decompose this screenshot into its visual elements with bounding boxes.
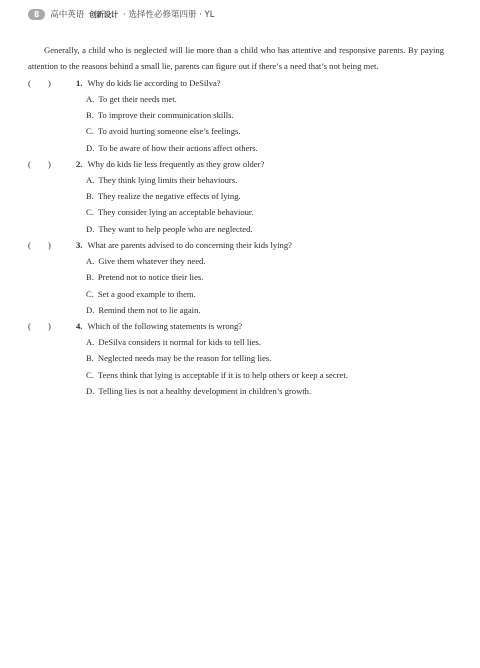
option-b[interactable] xyxy=(28,188,444,204)
option-letter: B. xyxy=(86,110,94,121)
option-text: Set a good example to them. xyxy=(97,288,196,299)
option-a[interactable] xyxy=(28,334,444,350)
option-text: They realize the negative effects of lying. xyxy=(97,191,241,202)
option-letter: D. xyxy=(86,223,95,234)
edition-label: · 选择性必修第四册 · YL xyxy=(123,10,215,20)
page-header xyxy=(28,6,215,22)
option-text: Give them whatever they need. xyxy=(98,256,206,267)
question-4 xyxy=(28,318,444,399)
option-d[interactable] xyxy=(28,221,444,237)
option-letter: D. xyxy=(86,385,95,396)
option-text: They think lying limits their behaviours. xyxy=(98,175,238,185)
option-letter: C. xyxy=(86,369,94,380)
answer-blank[interactable]: ( ) xyxy=(28,77,51,88)
question-stem: Why do kids lie less frequently as they grow older? xyxy=(87,158,265,169)
question-stem-row xyxy=(28,75,444,91)
question-stem: What are parents advised to do concerning their kids lying? xyxy=(87,239,292,250)
option-text: To be aware of how their actions affect others. xyxy=(98,142,258,153)
worksheet-content xyxy=(28,42,444,399)
option-list xyxy=(28,334,444,399)
subject-label: 高中英语 xyxy=(50,10,85,20)
option-letter: D. xyxy=(86,304,95,315)
option-text: They consider lying an acceptable behaviour. xyxy=(97,207,254,218)
option-letter: A. xyxy=(86,337,95,348)
question-number: 2. xyxy=(76,158,83,169)
option-text: DeSilva considers it normal for kids to tell lies. xyxy=(98,337,261,348)
option-letter: C. xyxy=(86,288,94,299)
option-text: Telling lies is not a healthy development in children’s growth. xyxy=(98,385,312,396)
question-number: 4. xyxy=(76,320,83,331)
option-text: To avoid hurting someone else’s feelings. xyxy=(97,126,241,137)
option-d[interactable] xyxy=(28,383,444,399)
question-1 xyxy=(28,75,444,156)
option-letter: D. xyxy=(86,142,95,153)
question-stem: Which of the following statements is wrong? xyxy=(87,320,243,331)
answer-blank[interactable]: ( ) xyxy=(28,158,51,169)
option-letter: B. xyxy=(86,353,94,364)
option-text: Remind them not to lie again. xyxy=(98,304,201,315)
option-list xyxy=(28,253,444,318)
option-c[interactable] xyxy=(28,204,444,220)
question-stem-row xyxy=(28,318,444,334)
option-d[interactable] xyxy=(28,140,444,156)
option-list xyxy=(28,91,444,156)
passage-paragraph: Generally, a child who is neglected will lie more than a child who has attentive and responsive parents. By paying attention to the reasons behind a small lie, parents can figure out if there’s a need that’s not being met. xyxy=(28,45,444,72)
answer-blank[interactable]: ( ) xyxy=(28,239,51,250)
option-letter: A. xyxy=(86,93,95,104)
page-number-badge: 8 xyxy=(28,9,45,20)
option-letter: A. xyxy=(86,175,95,185)
option-c[interactable] xyxy=(28,123,444,139)
option-d[interactable] xyxy=(28,302,444,318)
option-a[interactable] xyxy=(28,91,444,107)
option-text: Neglected needs may be the reason for telling lies. xyxy=(97,353,272,364)
option-letter: C. xyxy=(86,207,94,218)
answer-blank[interactable]: ( ) xyxy=(28,320,51,331)
question-stem: Why do kids lie according to DeSilva? xyxy=(87,77,221,88)
option-letter: A. xyxy=(86,256,95,267)
option-letter: B. xyxy=(86,272,94,283)
question-number: 1. xyxy=(76,77,83,88)
option-text: Pretend not to notice their lies. xyxy=(97,272,204,283)
option-letter: B. xyxy=(86,191,94,202)
question-3 xyxy=(28,237,444,318)
option-text: To get their needs met. xyxy=(98,93,177,104)
option-b[interactable] xyxy=(28,269,444,285)
option-b[interactable] xyxy=(28,107,444,123)
option-letter: C. xyxy=(86,126,94,137)
option-list xyxy=(28,172,444,237)
question-stem-row xyxy=(28,237,444,253)
question-2 xyxy=(28,156,444,237)
option-a[interactable] xyxy=(28,172,444,188)
option-a[interactable] xyxy=(28,253,444,269)
question-stem-row xyxy=(28,156,444,172)
option-b[interactable] xyxy=(28,350,444,366)
option-c[interactable] xyxy=(28,367,444,383)
brand-logo: 创新设计 xyxy=(89,9,119,19)
option-text: To improve their communication skills. xyxy=(97,110,234,121)
option-text: Teens think that lying is acceptable if it is to help others or keep a secret. xyxy=(97,369,348,380)
option-c[interactable] xyxy=(28,286,444,302)
question-number: 3. xyxy=(76,239,83,250)
question-list xyxy=(28,75,444,399)
option-text: They want to help people who are neglected. xyxy=(98,223,253,234)
